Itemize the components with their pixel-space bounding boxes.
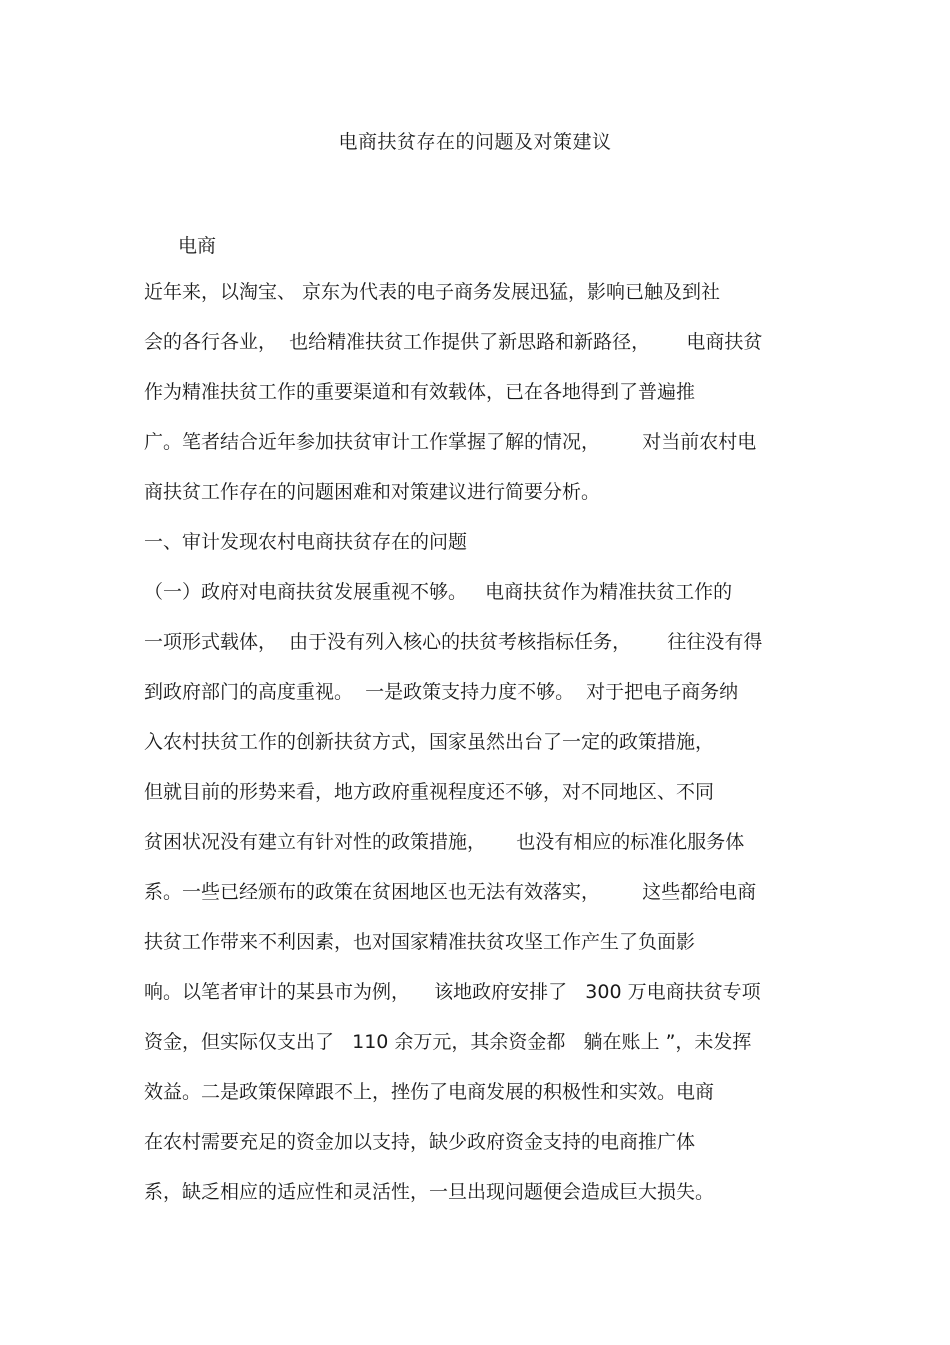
body-line: 商扶贫工作存在的问题困难和对策建议进行简要分析。 bbox=[144, 481, 601, 503]
body-line: 广。笔者结合近年参加扶贫审计工作掌握了解的情况， 对当前农村电 bbox=[144, 431, 757, 453]
body-line: 资金，但实际仅支出了 110 余万元，其余资金都 躺在账上 ”，未发挥 bbox=[144, 1031, 752, 1053]
body-line: 近年来，以淘宝、 京东为代表的电子商务发展迅猛，影响已触及到社 bbox=[144, 281, 721, 303]
section-heading: 一、审计发现农村电商扶贫存在的问题 bbox=[144, 531, 468, 553]
body-line: 入农村扶贫工作的创新扶贫方式，国家虽然出台了一定的政策措施， bbox=[144, 731, 715, 753]
body-line: 系，缺乏相应的适应性和灵活性，一旦出现问题便会造成巨大损失。 bbox=[144, 1181, 715, 1203]
body-line: 但就目前的形势来看，地方政府重视程度还不够，对不同地区、不同 bbox=[144, 781, 715, 803]
document-title: 电商扶贫存在的问题及对策建议 bbox=[338, 131, 612, 153]
body-line: 响。以笔者审计的某县市为例， 该地政府安排了 300 万电商扶贫专项 bbox=[144, 981, 761, 1003]
body-line: 会的各行各业， 也给精准扶贫工作提供了新思路和新路径， 电商扶贫 bbox=[144, 331, 763, 353]
keyword-label: 电商 bbox=[178, 235, 217, 257]
body-line: 效益。二是政策保障跟不上，挫伤了电商发展的积极性和实效。电商 bbox=[144, 1081, 715, 1103]
body-line: 系。一些已经颁布的政策在贫困地区也无法有效落实， 这些都给电商 bbox=[144, 881, 757, 903]
body-line: 到政府部门的高度重视。 一是政策支持力度不够。 对于把电子商务纳 bbox=[144, 681, 739, 703]
body-line: 在农村需要充足的资金加以支持，缺少政府资金支持的电商推广体 bbox=[144, 1131, 696, 1153]
body-line: 扶贫工作带来不利因素，也对国家精准扶贫攻坚工作产生了负面影 bbox=[144, 931, 696, 953]
body-line: 一项形式载体， 由于没有列入核心的扶贫考核指标任务， 往往没有得 bbox=[144, 631, 763, 653]
body-line: （一）政府对电商扶贫发展重视不够。 电商扶贫作为精准扶贫工作的 bbox=[144, 581, 733, 603]
body-line: 作为精准扶贫工作的重要渠道和有效载体，已在各地得到了普遍推 bbox=[144, 381, 696, 403]
body-line: 贫困状况没有建立有针对性的政策措施， 也没有相应的标准化服务体 bbox=[144, 831, 745, 853]
